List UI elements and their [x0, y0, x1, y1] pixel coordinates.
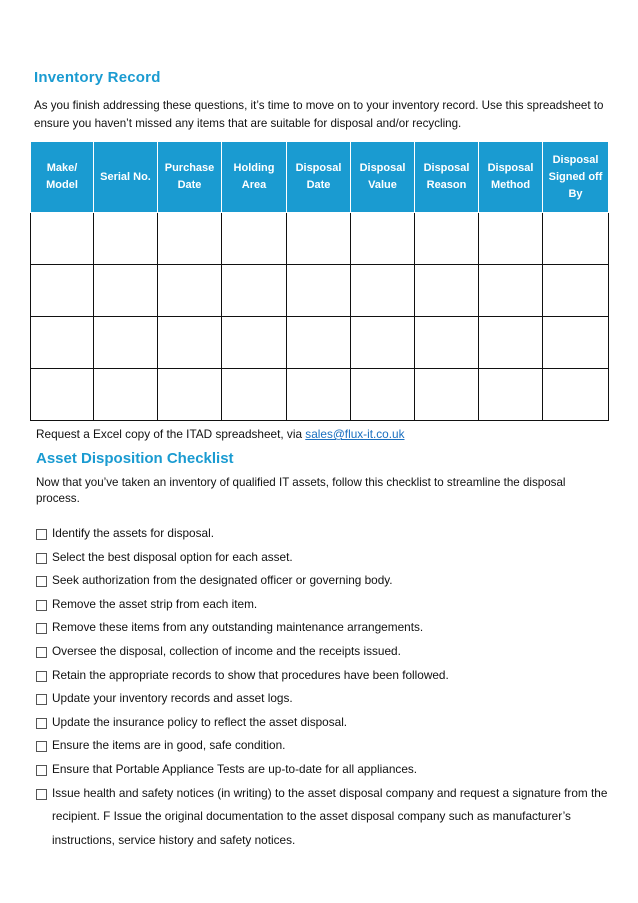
checklist-item: [34, 522, 614, 546]
col-header: Disposal Signed off By: [543, 142, 609, 213]
checkbox-icon[interactable]: [36, 789, 47, 800]
table-cell[interactable]: [94, 213, 158, 265]
table-cell[interactable]: [479, 317, 543, 369]
table-cell[interactable]: [479, 265, 543, 317]
table-cell[interactable]: [158, 369, 222, 421]
inventory-intro: As you finish addressing these questions, it’s time to move on to your inventory record. Use this spreadsheet to ensure you haven’t missed any items that are suitable for disposal and/or recycling.: [34, 99, 604, 130]
checklist-item: [34, 758, 614, 782]
col-header: Disposal Date: [287, 142, 351, 213]
request-line: [36, 427, 404, 441]
table-cell[interactable]: [415, 369, 479, 421]
col-header: Purchase Date: [158, 142, 222, 213]
checklist-item-text: Oversee the disposal, collection of income and the receipts issued.: [52, 643, 401, 658]
checklist-item-text: Select the best disposal option for each asset.: [52, 549, 293, 564]
checklist-item-text: Update your inventory records and asset logs.: [52, 691, 293, 706]
table-cell[interactable]: [479, 369, 543, 421]
checkbox-icon[interactable]: [36, 529, 47, 540]
email-link[interactable]: sales@flux-it.co.uk: [305, 427, 405, 441]
checklist-item: [34, 569, 614, 593]
col-header: Make/ Model: [31, 142, 94, 213]
checkbox-icon[interactable]: [36, 647, 47, 658]
checklist-item-text: Retain the appropriate records to show that procedures have been followed.: [52, 667, 449, 682]
table-cell[interactable]: [31, 265, 94, 317]
request-text: Request a Excel copy of the ITAD spreadsheet, via: [36, 427, 306, 441]
table-cell[interactable]: [222, 213, 287, 265]
inventory-title: Inventory Record: [34, 69, 161, 86]
table-cell[interactable]: [415, 265, 479, 317]
table-header-row: [31, 142, 609, 213]
checklist-item: [34, 546, 614, 570]
table-cell[interactable]: [158, 317, 222, 369]
table-cell[interactable]: [222, 317, 287, 369]
checklist-item: [34, 664, 614, 688]
checklist-item-text: Seek authorization from the designated officer or governing body.: [52, 573, 393, 588]
checkbox-icon[interactable]: [36, 671, 47, 682]
checklist-intro: Now that you’ve taken an inventory of qualified IT assets, follow this checklist to streamline the disposal process.: [36, 476, 566, 505]
checklist-item: [34, 616, 614, 640]
checklist-item: [34, 782, 614, 853]
checkbox-icon[interactable]: [36, 600, 47, 611]
table-cell[interactable]: [351, 317, 415, 369]
table-cell[interactable]: [415, 317, 479, 369]
checklist-item-text: Remove these items from any outstanding maintenance arrangements.: [52, 620, 424, 635]
col-header: Disposal Reason: [415, 142, 479, 213]
table-cell[interactable]: [415, 213, 479, 265]
table-cell[interactable]: [543, 369, 609, 421]
table-row: [31, 369, 609, 421]
checklist-item-text: Update the insurance policy to reflect the asset disposal.: [52, 714, 348, 729]
col-header: Disposal Value: [351, 142, 415, 213]
checklist-item: [34, 640, 614, 664]
checklist-item: [34, 734, 614, 758]
table-cell[interactable]: [287, 265, 351, 317]
table-cell[interactable]: [543, 213, 609, 265]
inventory-table: [30, 141, 609, 421]
table-cell[interactable]: [94, 369, 158, 421]
checklist-item-text: Ensure that Portable Appliance Tests are up-to-date for all appliances.: [52, 761, 418, 776]
table-cell[interactable]: [351, 265, 415, 317]
checklist-item-text: Identify the assets for disposal.: [52, 526, 214, 540]
checklist-item-text: Issue health and safety notices (in writing) to the asset disposal company and request a signature from the recipient. F Issue the original documentation to the asset disposal company such as manufacturer’s instructions, service history and safety notices.: [52, 785, 608, 847]
col-header: Holding Area: [222, 142, 287, 213]
checklist-item: [34, 687, 614, 711]
checklist-title: Asset Disposition Checklist: [36, 450, 234, 467]
table-cell[interactable]: [287, 213, 351, 265]
table-cell[interactable]: [31, 369, 94, 421]
checkbox-icon[interactable]: [36, 623, 47, 634]
table-cell[interactable]: [94, 265, 158, 317]
table-cell[interactable]: [31, 213, 94, 265]
table-cell[interactable]: [287, 369, 351, 421]
checkbox-icon[interactable]: [36, 576, 47, 587]
checkbox-icon[interactable]: [36, 694, 47, 705]
table-cell[interactable]: [543, 317, 609, 369]
checkbox-icon[interactable]: [36, 718, 47, 729]
table-cell[interactable]: [351, 369, 415, 421]
table-cell[interactable]: [158, 213, 222, 265]
table-row: [31, 265, 609, 317]
table-cell[interactable]: [158, 265, 222, 317]
table-cell[interactable]: [287, 317, 351, 369]
table-cell[interactable]: [351, 213, 415, 265]
checklist-item-text: Remove the asset strip from each item.: [52, 596, 258, 611]
table-cell[interactable]: [479, 213, 543, 265]
table-cell[interactable]: [222, 369, 287, 421]
checklist-item: [34, 711, 614, 735]
table-row: [31, 213, 609, 265]
col-header: Disposal Method: [479, 142, 543, 213]
checkbox-icon[interactable]: [36, 553, 47, 564]
table-cell[interactable]: [31, 317, 94, 369]
table-cell[interactable]: [222, 265, 287, 317]
col-header: Serial No.: [94, 142, 158, 213]
table-row: [31, 317, 609, 369]
table-cell[interactable]: [543, 265, 609, 317]
checklist-item-text: Ensure the items are in good, safe condition.: [52, 738, 286, 753]
checklist-item: [34, 593, 614, 617]
checkbox-icon[interactable]: [36, 765, 47, 776]
table-cell[interactable]: [94, 317, 158, 369]
checklist: [34, 522, 614, 852]
checkbox-icon[interactable]: [36, 741, 47, 752]
